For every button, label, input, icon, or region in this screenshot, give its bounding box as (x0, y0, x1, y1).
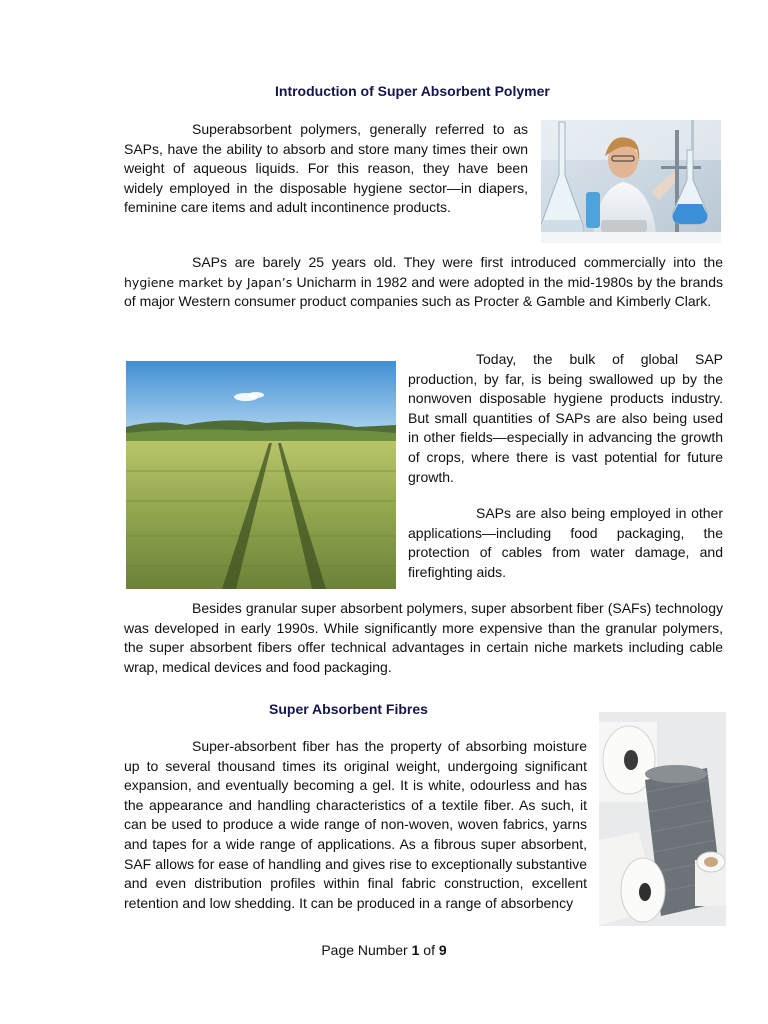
crop-uses-paragraph: Today, the bulk of global SAP production, by far, is being swallowed up by the nonwoven disposable hygiene products industry. But small quantities of SAPs are also being used in other fields—especially in advancing the growth of crops, where there is vast potential for future growth. (408, 351, 723, 485)
history-text-a: SAPs are barely 25 years old. They were first introduced commercially into the (192, 254, 723, 270)
footer-prefix: Page Number (321, 942, 412, 958)
absorbent-rolls-photo (599, 712, 726, 926)
saf-description-paragraph: Super-absorbent fiber has the property of absorbing moisture up to several thousand times its original weight, undergoing significant expansion, and eventually becoming a gel. It is white, odourless and has the appearance and handling characteristics of a textile fiber. As such, it can be used to produce a wide range of non-woven, woven fabrics, yarns and tapes for a wide range of applications. As a fibrous super absorbent, SAF allows for ease of handling and gives rise to exceptionally substantive and even distribution profiles within final fabric construction, excellent retention and low shedding. It can be produced in a range of absorbency (124, 738, 587, 911)
current-page-number: 1 (411, 942, 420, 958)
history-paragraph (124, 253, 723, 312)
total-page-count: 9 (438, 942, 447, 958)
section-heading-fibres: Super Absorbent Fibres (269, 701, 428, 717)
footer-middle: of (419, 942, 439, 958)
lab-scientist-photo (541, 120, 721, 243)
intro-paragraph: Superabsorbent polymers, generally referred to as SAPs, have the ability to absorb and store many times their own weight of aqueous liquids. For this reason, they have been widely employed in the disposable hygiene sector—in diapers, feminine care items and adult incontinence products. (124, 121, 528, 216)
saf-intro-paragraph: Besides granular super absorbent polymers, super absorbent fiber (SAFs) technology was developed in early 1990s. While significantly more expensive than the granular polymers, the super absorbent fibers offer technical advantages in certain niche markets including cable wrap, medical devices and food packaging. (124, 600, 723, 675)
history-text-c: Unicharm in 1982 and were adopted in the mid-1980s by the brands of major Western consumer product companies such as Procter & Gamble and Kimberly Clark. (124, 273, 723, 310)
other-applications-paragraph: SAPs are also being employed in other applications—including food packaging, the protection of cables from water damage, and firefighting aids. (408, 505, 723, 580)
page-footer (0, 942, 768, 958)
history-text-b: hygiene market by Japan’s (124, 274, 293, 290)
wheat-field-photo (126, 361, 396, 589)
page-title: Introduction of Super Absorbent Polymer (275, 83, 550, 99)
